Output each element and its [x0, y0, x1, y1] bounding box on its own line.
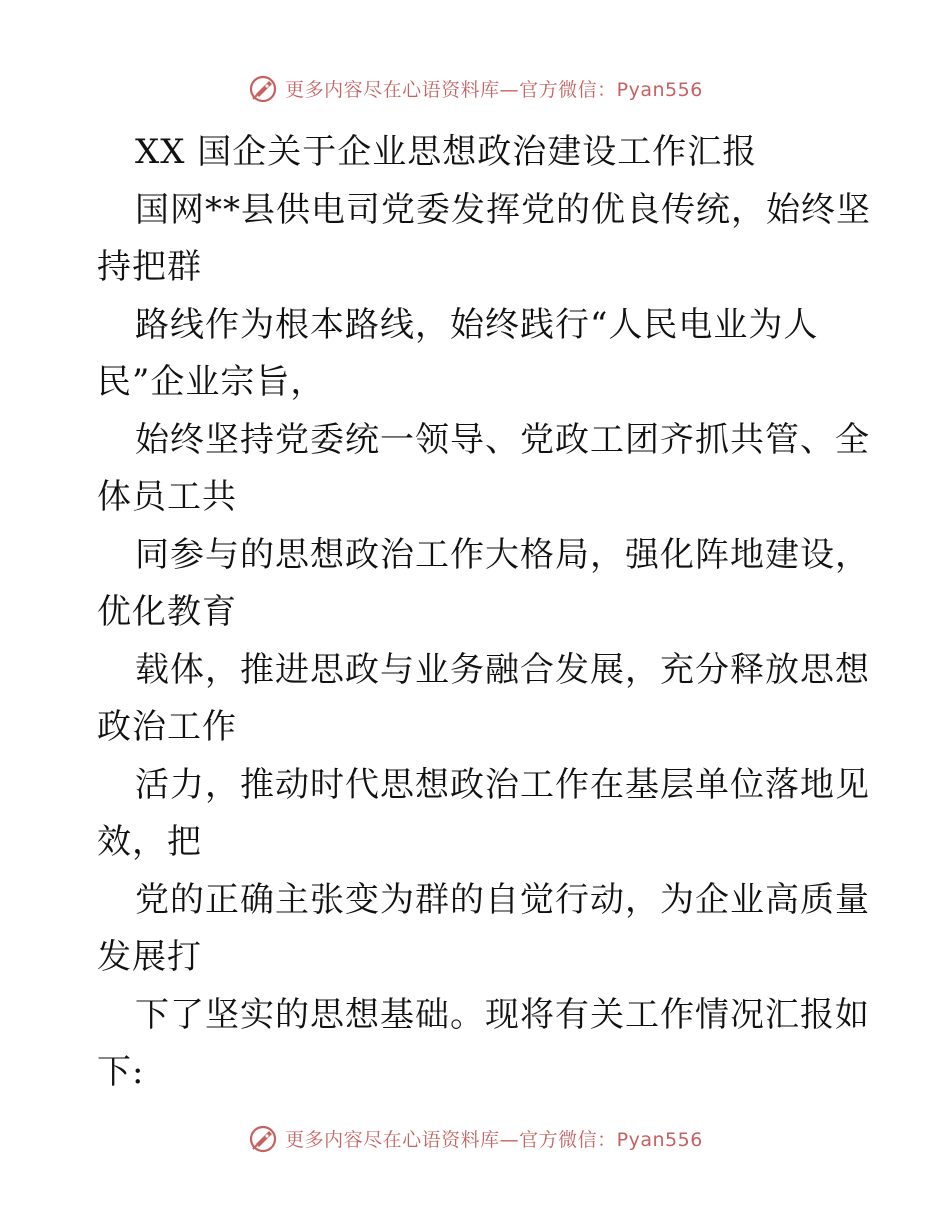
paragraph-line: 下了坚实的思想基础。现将有关工作情况汇报如	[135, 994, 870, 1035]
header-banner	[0, 72, 950, 104]
pen-nib-logo-icon	[247, 1122, 279, 1154]
document-title: XX 国企关于企业思想政治建设工作汇报	[135, 132, 758, 172]
pen-nib-logo-icon	[247, 72, 279, 104]
paragraph-line: 民”企业宗旨，	[97, 362, 326, 402]
paragraph-line: 持把群	[97, 247, 202, 287]
paragraph-line: 国网**县供电司党委发挥党的优良传统，始终坚	[135, 189, 871, 230]
paragraph-line: 发展打	[97, 937, 202, 977]
paragraph-line: 载体，推进思政与业务融合发展，充分释放思想	[135, 649, 870, 690]
document-body	[97, 124, 871, 1102]
paragraph-line: 优化教育	[97, 592, 237, 632]
paragraph-line: 体员工共	[97, 477, 237, 517]
paragraph-line: 活力，推动时代思想政治工作在基层单位落地见	[135, 764, 870, 805]
paragraph-line: 始终坚持党委统一领导、党政工团齐抓共管、全	[135, 419, 870, 460]
paragraph-line: 路线作为根本路线，始终践行“人民电业为人	[135, 304, 819, 345]
paragraph-line: 党的正确主张变为群的自觉行动，为企业高质量	[135, 879, 870, 920]
footer-banner	[0, 1122, 950, 1154]
paragraph-line: 效，把	[97, 822, 202, 862]
paragraph-line: 下:	[97, 1052, 145, 1092]
header-banner-text: 更多内容尽在心语资料库—官方微信：Pyan556	[285, 78, 703, 101]
paragraph-line: 政治工作	[97, 707, 237, 747]
paragraph-line: 同参与的思想政治工作大格局，强化阵地建设，	[135, 534, 870, 575]
footer-banner-text: 更多内容尽在心语资料库—官方微信：Pyan556	[285, 1128, 703, 1151]
